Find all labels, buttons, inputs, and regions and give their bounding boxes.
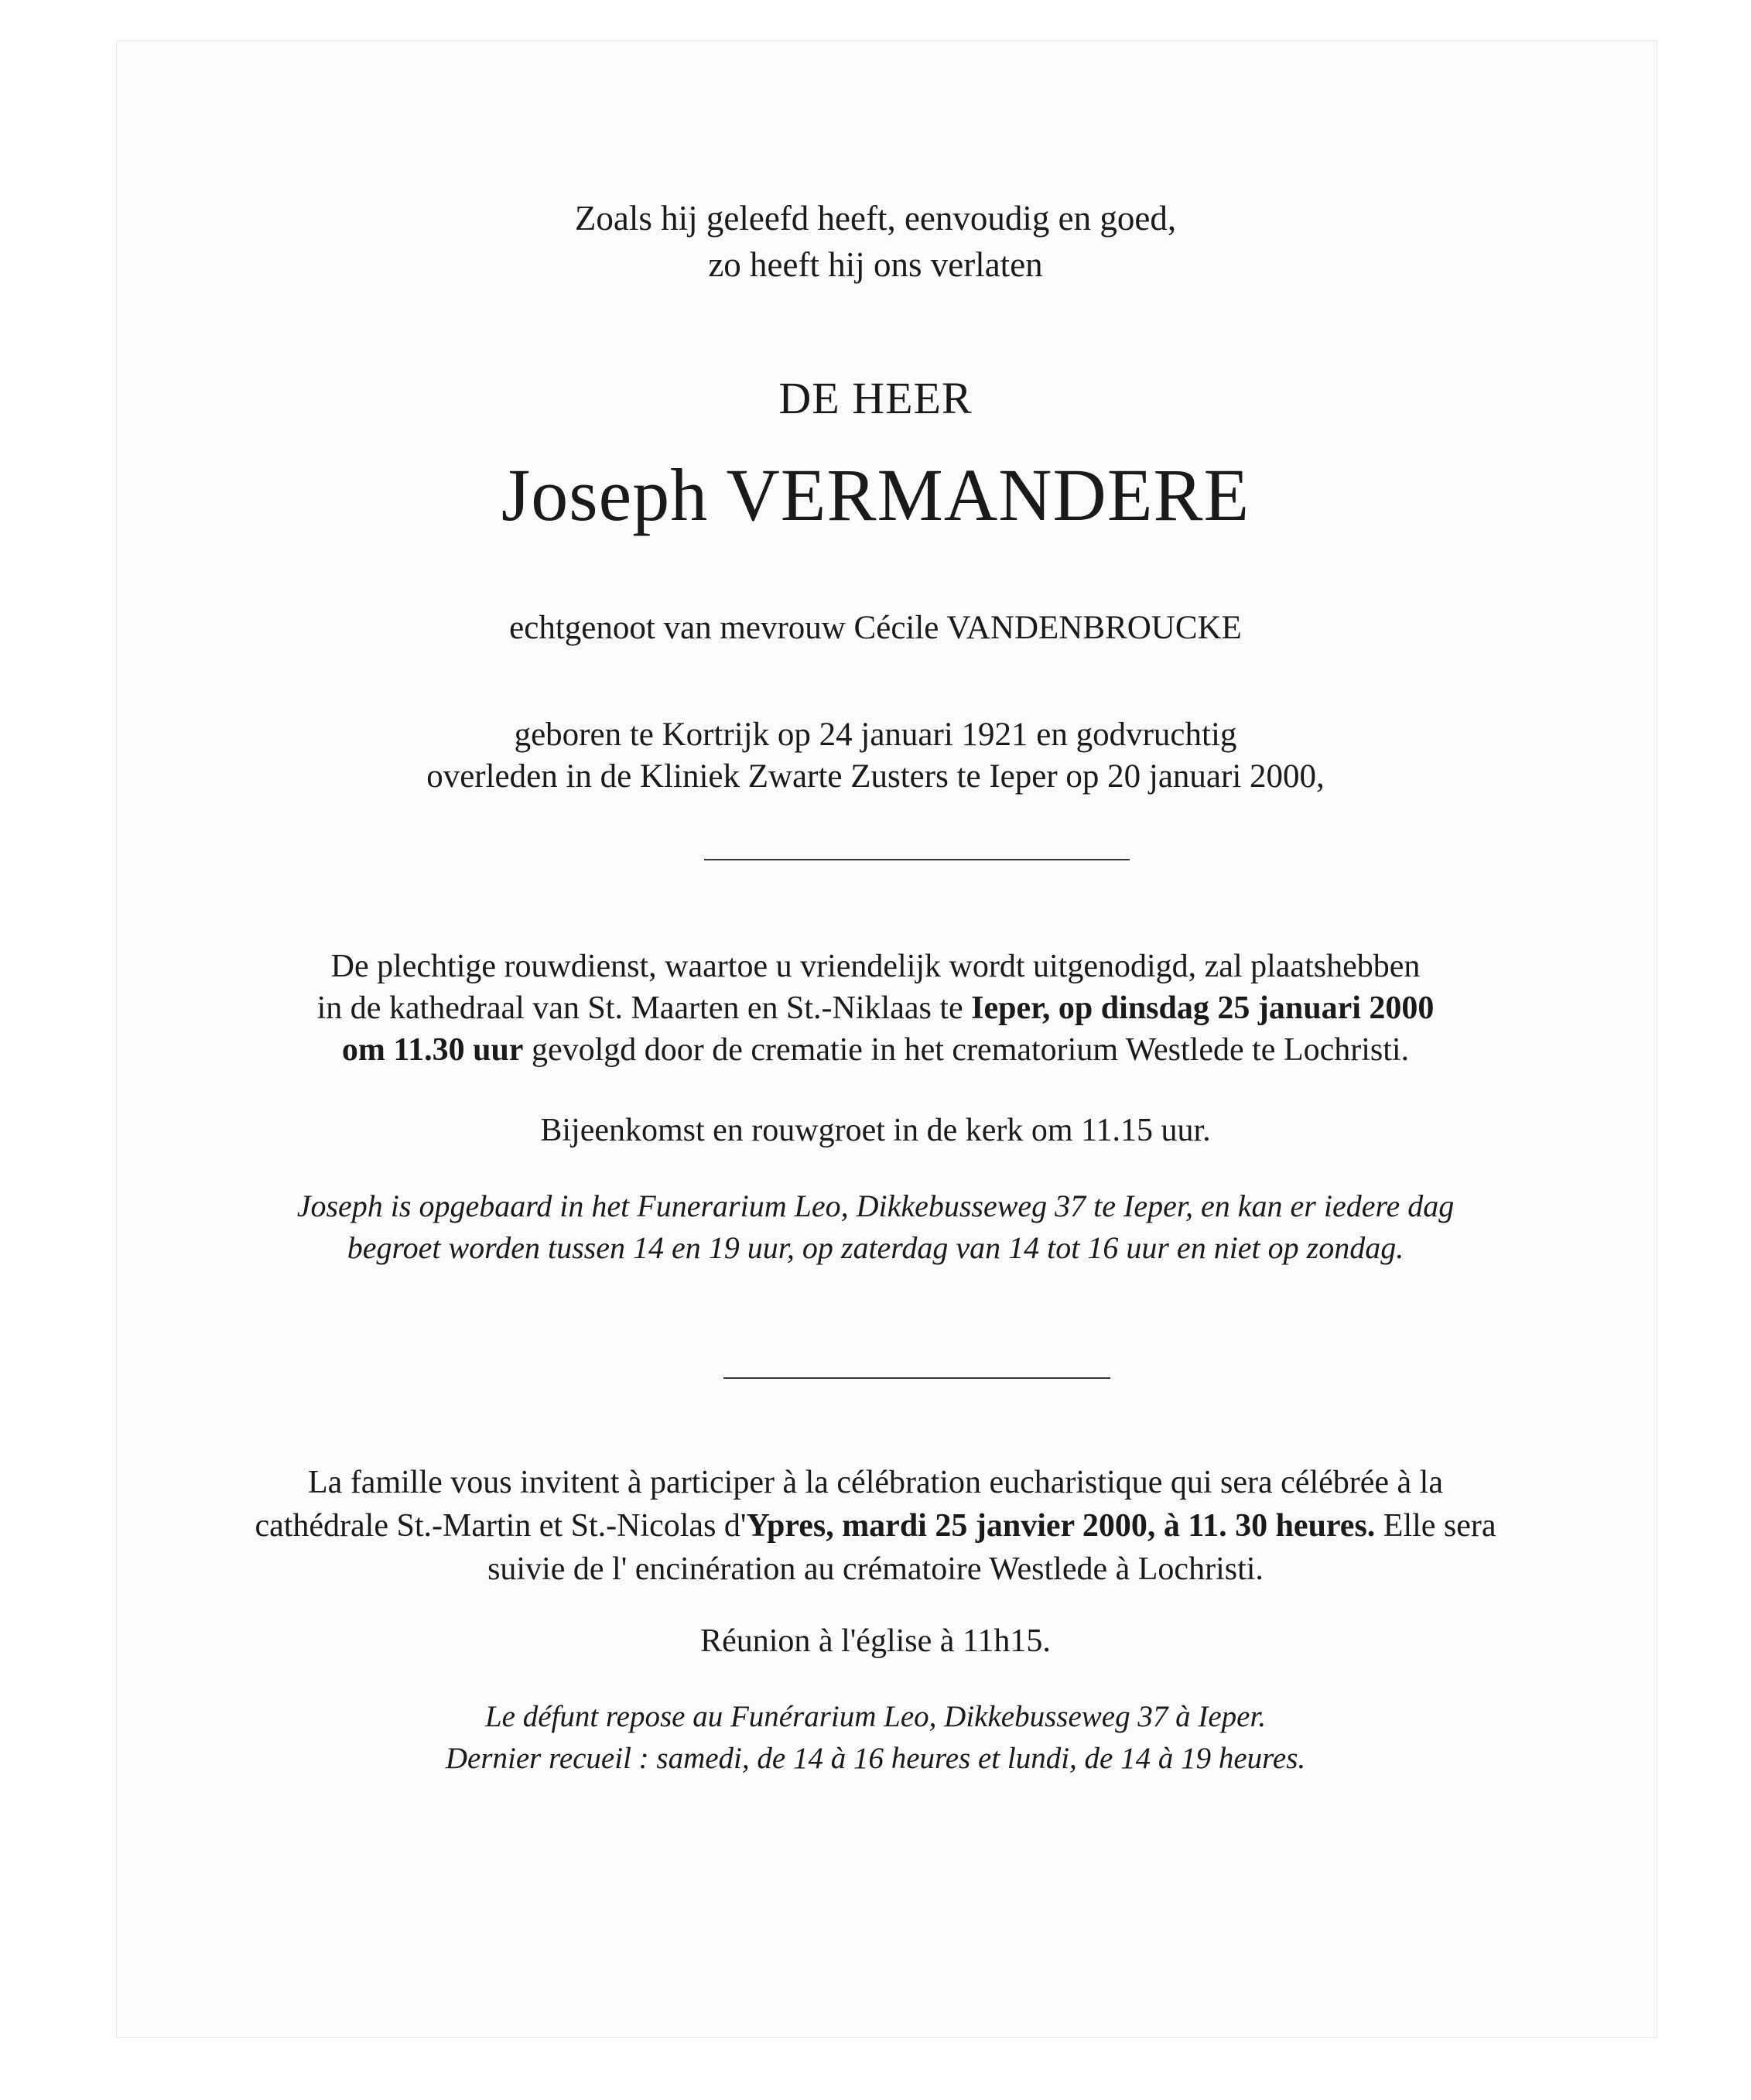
french-service-announcement — [0, 1461, 1751, 1591]
french-service-line-2 — [0, 1504, 1751, 1548]
verse-line-2: zo heeft hij ons verlaten — [708, 245, 1043, 284]
french-service-date: Ypres, mardi 25 janvier 2000, à 11. 30 heures. — [746, 1508, 1376, 1544]
birth-line: geboren te Kortrijk op 24 januari 1921 en godvruchtig — [514, 717, 1237, 753]
french-viewing-line-2: Dernier recueil : samedi, de 14 à 16 heures et lundi, de 14 à 19 heures. — [445, 1742, 1306, 1775]
dutch-service-line-2 — [0, 987, 1751, 1029]
spouse-line: echtgenoot van mevrouw Cécile VANDENBROUCKE — [509, 610, 1242, 646]
dutch-viewing-info — [0, 1185, 1751, 1269]
dutch-viewing-line-2: begroet worden tussen 14 en 19 uur, op zaterdag van 14 tot 16 uur en niet op zondag. — [347, 1230, 1404, 1265]
verse-line-1: Zoals hij geleefd heeft, eenvoudig en goed, — [574, 199, 1177, 238]
salutation: DE HEER — [778, 373, 973, 423]
divider — [704, 859, 1130, 860]
dutch-service-time: om 11.30 uur — [341, 1032, 524, 1068]
opening-verse — [0, 195, 1751, 288]
dutch-service-line-2-text: in de kathedraal van St. Maarten en St.-Niklaas te — [316, 990, 972, 1026]
french-service-line-2-text: cathédrale St.-Martin et St.-Nicolas d' — [255, 1508, 747, 1544]
birth-death-details — [0, 714, 1751, 798]
dutch-service-line-3 — [0, 1029, 1751, 1071]
deceased-name: Joseph VERMANDERE — [501, 453, 1250, 536]
french-viewing-line-1: Le défunt repose au Funérarium Leo, Dikkebusseweg 37 à Ieper. — [484, 1700, 1267, 1733]
death-line: overleden in de Kliniek Zwarte Zusters te Ieper op 20 januari 2000, — [426, 758, 1325, 795]
dutch-viewing-line-1: Joseph is opgebaard in het Funerarium Leo, Dikkebusseweg 37 te Ieper, en kan er iedere dag — [296, 1189, 1455, 1223]
dutch-service-date: Ieper, op dinsdag 25 januari 2000 — [971, 990, 1435, 1026]
french-meeting-line: Réunion à l'église à 11h15. — [700, 1623, 1051, 1659]
french-service-line-3: suivie de l' encinération au crématoire Westlede à Lochristi. — [487, 1551, 1264, 1587]
dutch-meeting-line: Bijeenkomst en rouwgroet in de kerk om 11.15 uur. — [540, 1113, 1211, 1148]
dutch-service-announcement — [0, 946, 1751, 1071]
divider — [723, 1377, 1110, 1379]
dutch-service-line-1: De plechtige rouwdienst, waartoe u vriendelijk wordt uitgenodigd, zal plaatshebben — [330, 949, 1421, 984]
french-service-line-2-tail: Elle sera — [1375, 1508, 1496, 1544]
dutch-service-line-3-text: gevolgd door de crematie in het crematorium Westlede te Lochristi. — [523, 1032, 1410, 1068]
french-service-line-1: La famille vous invitent à participer à la célébration eucharistique qui sera célébrée à la — [308, 1465, 1443, 1500]
french-viewing-info — [0, 1696, 1751, 1780]
